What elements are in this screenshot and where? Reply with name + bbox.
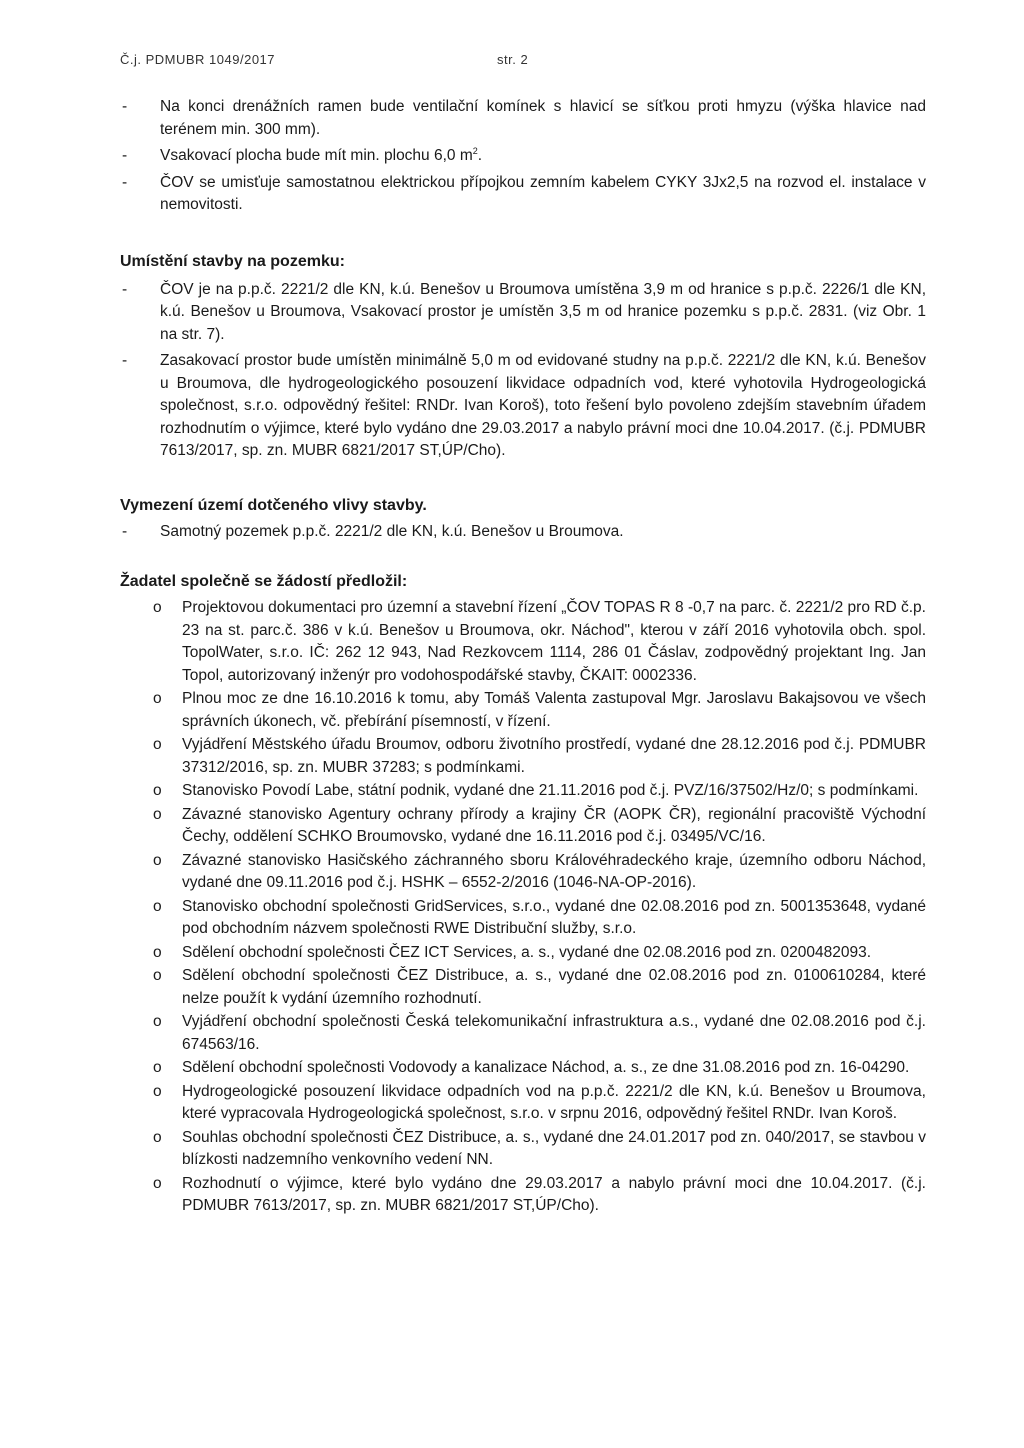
list-item bbox=[120, 942, 926, 965]
list-item bbox=[120, 850, 926, 895]
list-item-text: Vyjádření obchodní společnosti Česká telekomunikační infrastruktura a.s., vydané dne 02.08.2016 pod č.j. 674563/16. bbox=[182, 1013, 926, 1053]
list-item bbox=[120, 172, 926, 217]
document-body bbox=[120, 96, 926, 1219]
list-item-text: Plnou moc ze dne 16.10.2016 k tomu, aby Tomáš Valenta zastupoval Mgr. Jaroslavu Bakajsovou ve všech správních úkonech, vč. přebírání písemností, v řízení. bbox=[182, 690, 926, 730]
list-item-text: Na konci drenážních ramen bude ventilační komínek s hlavicí se síťkou proti hmyzu (výška hlavice nad terénem min. 300 mm). bbox=[160, 98, 926, 138]
list-item bbox=[120, 350, 926, 463]
list-item bbox=[120, 1081, 926, 1126]
list-item bbox=[120, 279, 926, 347]
list-item-text: Sdělení obchodní společnosti ČEZ Distribuce, a. s., vydané dne 02.08.2016 pod zn. 0100610284, které nelze použít k vydání územního rozhodnutí. bbox=[182, 967, 926, 1007]
list-item bbox=[120, 145, 926, 168]
page-number: str. 2 bbox=[497, 52, 529, 67]
list-item bbox=[120, 896, 926, 941]
list-item-text: Zasakovací prostor bude umístěn minimálně 5,0 m od evidované studny na p.p.č. 2221/2 dle KN, k.ú. Benešov u Broumova, dle hydrogeologického posouzení likvidace odpadních vod, které vyhotovila Hydrogeologická společnost, s.r.o. odpovědný řešitel: RNDr. Ivan Koroš), toto řešení bylo povoleno zdejším stavebním úřadem rozhodnutím o výjimce, které bylo vydáno dne 29.03.2017 a nabylo právní moci dne 10.04.2017. (č.j. PDMUBR 7613/2017, sp. zn. MUBR 6821/2017 ST,ÚP/Cho). bbox=[160, 352, 926, 459]
list-item bbox=[120, 597, 926, 687]
superscript: 2 bbox=[472, 145, 478, 156]
submitted-documents-list bbox=[120, 597, 926, 1218]
list-item-text: Závazné stanovisko Agentury ochrany přírody a krajiny ČR (AOPK ČR), regionální pracoviště Východní Čechy, oddělení SCHKO Broumovsko, vydané dne 16.11.2016 pod č.j. 03495/VC/16. bbox=[182, 805, 926, 845]
list-item bbox=[120, 688, 926, 733]
list-item bbox=[120, 1173, 926, 1218]
intro-list bbox=[120, 96, 926, 217]
period: . bbox=[477, 147, 483, 164]
list-item-text: Souhlas obchodní společnosti ČEZ Distribuce, a. s., vydané dne 24.01.2017 pod zn. 040/2017, se stavbou v blízkosti nadzemního venkovního vedení NN. bbox=[182, 1128, 926, 1168]
list-item-text: Hydrogeologické posouzení likvidace odpadních vod na p.p.č. 2221/2 dle KN, k.ú. Benešov u Broumova, které vypracovala Hydrogeologická společnost, s.r.o. v srpnu 2016, odpovědný řešitel RNDr. Ivan Koroš. bbox=[182, 1082, 926, 1122]
section-title-placement: Umístění stavby na pozemku: bbox=[120, 252, 345, 270]
list-item bbox=[120, 96, 926, 141]
list-item bbox=[120, 1127, 926, 1172]
list-item bbox=[120, 1011, 926, 1056]
section-title-area: Vymezení území dotčeného vlivy stavby. bbox=[120, 496, 427, 514]
section-title-submitted: Žadatel společně se žádostí předložil: bbox=[120, 573, 408, 590]
list-item bbox=[120, 965, 926, 1010]
list-item-text: Sdělení obchodní společnosti ČEZ ICT Services, a. s., vydané dne 02.08.2016 pod zn. 0200482093. bbox=[182, 943, 872, 961]
list-item-text: Stanovisko Povodí Labe, státní podnik, vydané dne 21.11.2016 pod č.j. PVZ/16/37502/Hz/0; s podmínkami. bbox=[182, 782, 919, 799]
list-item bbox=[120, 804, 926, 849]
list-item-text: Rozhodnutí o výjimce, které bylo vydáno dne 29.03.2017 a nabylo právní moci dne 10.04.2017. (č.j. PDMUBR 7613/2017, sp. zn. MUBR 6821/2017 ST,ÚP/Cho). bbox=[182, 1174, 926, 1214]
list-item-text: ČOV je na p.p.č. 2221/2 dle KN, k.ú. Benešov u Broumova umístěna 3,9 m od hranice s p.p.č. 2226/1 dle KN, k.ú. Benešov u Broumova, Vsakovací prostor je umístěn 3,5 m od hranice pozemku s p.p.č. 2831. (viz Obr. 1 na str. 7). bbox=[160, 280, 926, 343]
area-list bbox=[120, 521, 926, 544]
list-item-text: ČOV se umisťuje samostatnou elektrickou přípojkou zemním kabelem CYKY 3Jx2,5 na rozvod el. instalace v nemovitosti. bbox=[160, 173, 926, 213]
list-item-text: Projektovou dokumentaci pro územní a stavební řízení „ČOV TOPAS R 8 -0,7 na parc. č. 2221/2 pro RD č.p. 23 na st. parc.č. 386 v k.ú. Benešov u Broumova, okr. Náchod", kterou v září 2016 vyhotovila obch. spol. TopolWater, s.r.o. IČ: 262 12 943, Nad Rezkovcem 1114, 286 01 Čáslav, zodpovědný projektant Ing. Jan Topol, autorizovaný inženýr pro vodohospodářské stavby, ČKAIT: 0002336. bbox=[182, 599, 926, 684]
list-item-text: Sdělení obchodní společnosti Vodovody a kanalizace Náchod, a. s., ze dne 31.08.2016 pod zn. 16-04290. bbox=[182, 1059, 910, 1076]
placement-list bbox=[120, 279, 926, 463]
list-item bbox=[120, 780, 926, 803]
list-item bbox=[120, 521, 926, 544]
list-item-text: Stanovisko obchodní společnosti GridServices, s.r.o., vydané dne 02.08.2016 pod zn. 5001353648, vydané pod obchodním názvem společnosti RWE Distribuční služby, s.r.o. bbox=[182, 897, 926, 937]
list-item-text: Vyjádření Městského úřadu Broumov, odboru životního prostředí, vydané dne 28.12.2016 pod č.j. PDMUBR 37312/2016, sp. zn. MUBR 37283; s podmínkami. bbox=[182, 736, 926, 776]
list-item-text: Vsakovací plocha bude mít min. plochu 6,0 m bbox=[160, 147, 473, 164]
list-item-text: Samotný pozemek p.p.č. 2221/2 dle KN, k.ú. Benešov u Broumova. bbox=[160, 522, 624, 540]
reference-number: Č.j. PDMUBR 1049/2017 bbox=[120, 52, 276, 67]
list-item bbox=[120, 734, 926, 779]
list-item-text: Závazné stanovisko Hasičského záchranného sboru Královéhradeckého kraje, územního odboru Náchod, vydané dne 09.11.2016 pod č.j. HSHK – 6552-2/2016 (1046-NA-OP-2016). bbox=[182, 851, 926, 891]
list-item bbox=[120, 1057, 926, 1080]
